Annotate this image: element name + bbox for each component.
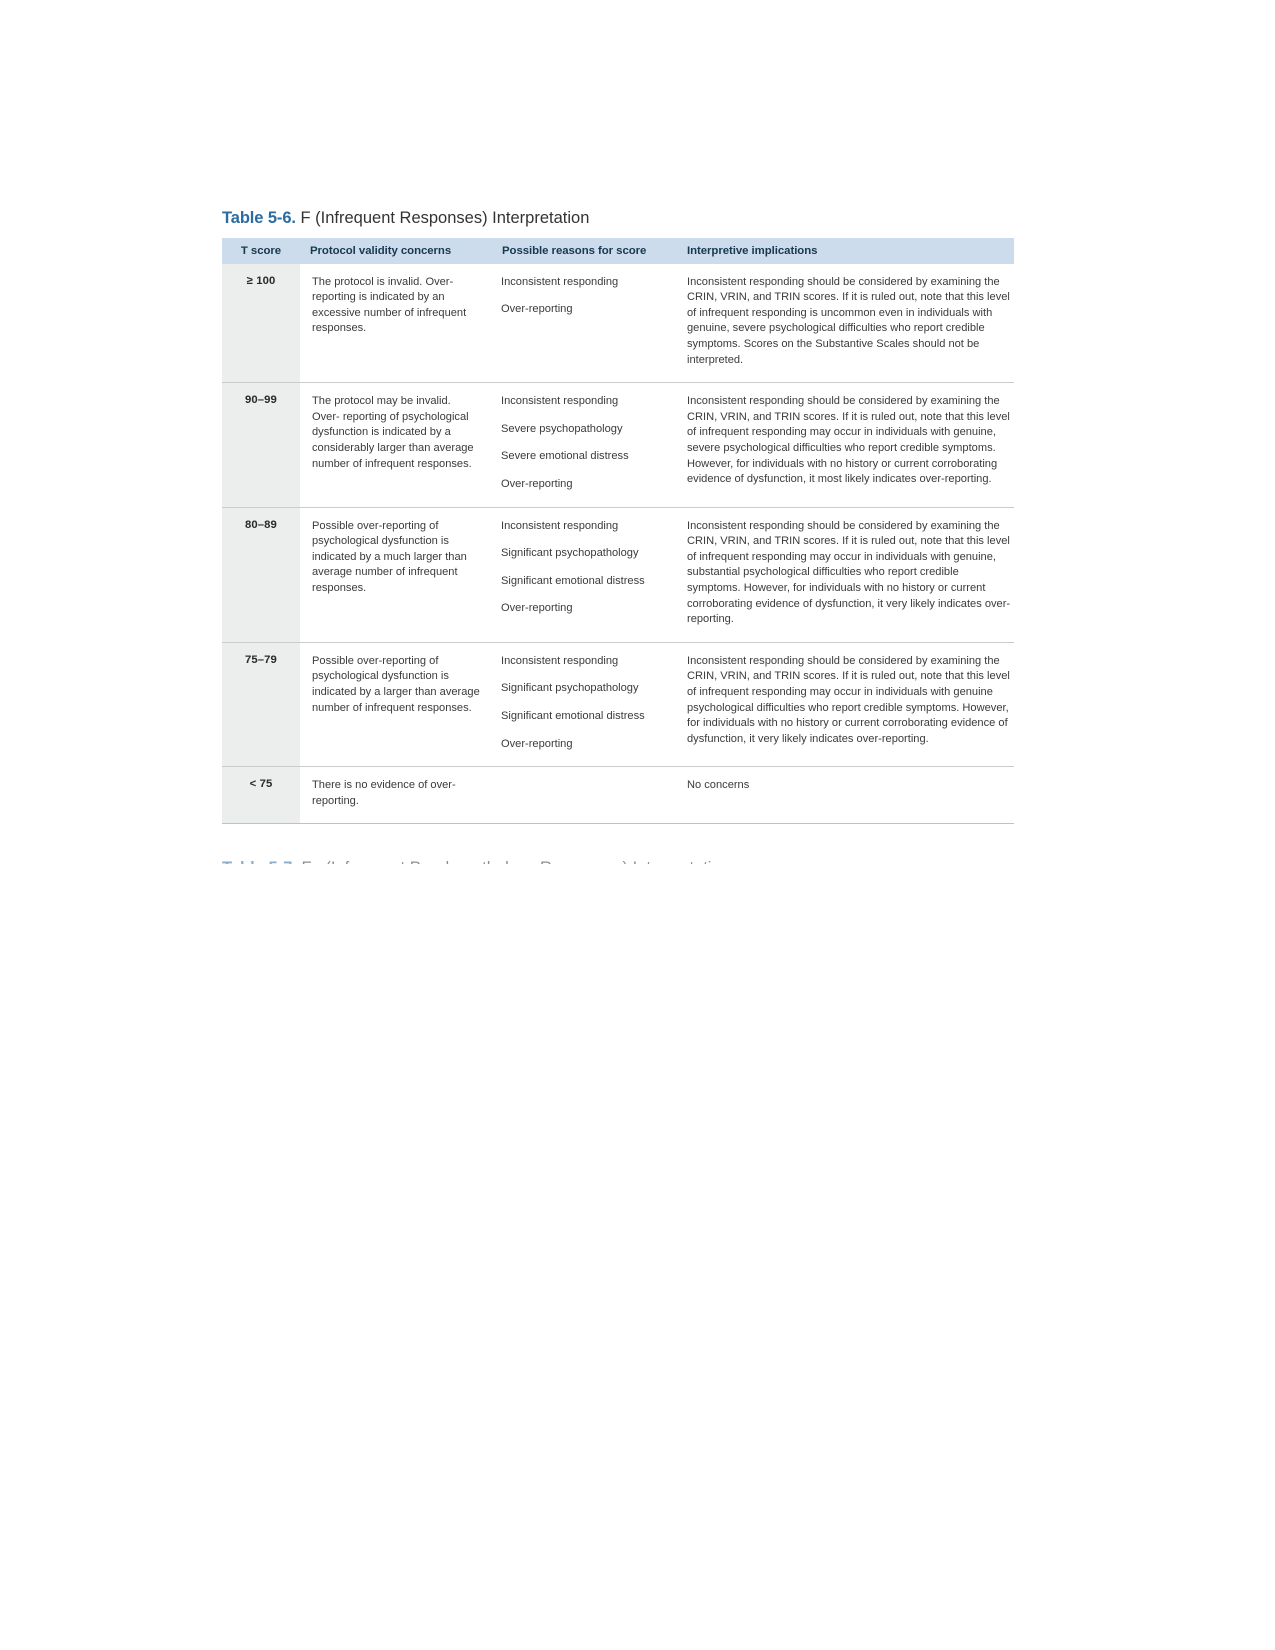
table-caption-label: Table 5-6.	[222, 209, 296, 227]
cell-protocol-validity-concerns	[300, 507, 492, 642]
column-header-protocol-validity-concerns: Protocol validity concerns	[310, 244, 452, 257]
reason-item: Over-reporting	[501, 477, 573, 490]
column-header-t-score: T score	[240, 244, 282, 257]
table-header-row	[222, 238, 1014, 264]
reason-item: Over-reporting	[501, 602, 573, 615]
implication-text: Inconsistent responding should be considered by examining the CRIN, VRIN, and TRIN scores. If it is ruled out, note that this level of infrequent responding may occur in individuals with genuine psychological difficulties who report credible symptoms. However, for individuals with no history or current corroborating evidence of dysfunction, it very likely indicates over-reporting.	[687, 654, 1010, 745]
reason-item: Inconsistent responding	[501, 395, 619, 408]
cell-possible-reasons	[492, 264, 677, 383]
reason-item: Significant emotional distress	[501, 574, 645, 587]
cell-protocol-validity-concerns	[300, 264, 492, 383]
table-row	[222, 383, 1014, 507]
implication-text: Inconsistent responding should be considered by examining the CRIN, VRIN, and TRIN scores. If it is ruled out, note that this level of infrequent responding may occur in individuals with genuine, severe psychological difficulties who report credible symptoms. However, for individuals with no history or current corroborating evidence of dysfunction, it most likely indicates over-reporting.	[687, 395, 1010, 486]
reason-item: Significant psychopathology	[501, 682, 639, 695]
table-caption	[222, 208, 1014, 229]
table-row	[222, 642, 1014, 766]
table-header	[222, 238, 1014, 264]
table-row	[222, 507, 1014, 642]
reason-item: Significant psychopathology	[501, 547, 639, 560]
reason-item: Significant emotional distress	[501, 709, 645, 722]
cell-t-score: < 75	[222, 767, 300, 824]
table-body	[222, 264, 1014, 824]
column-header-interpretive-implications: Interpretive implications	[687, 244, 818, 257]
reason-item: Severe psychopathology	[501, 422, 623, 435]
concern-text: The protocol may be invalid. Over- reporting of psychological dysfunction is indicated by a considerably larger than average number of infrequent responses.	[312, 395, 474, 470]
reason-item: Over-reporting	[501, 737, 573, 750]
implication-text: No concerns	[687, 779, 750, 792]
reason-item: Severe emotional distress	[501, 450, 629, 463]
concern-text: Possible over-reporting of psychological dysfunction is indicated by a much larger than average number of infrequent responses.	[312, 519, 467, 594]
concern-text: Possible over-reporting of psychological dysfunction is indicated by a larger than average number of infrequent responses.	[312, 654, 480, 714]
next-table-caption	[222, 858, 1014, 871]
f-infrequent-responses-table	[222, 238, 1014, 824]
implication-text: Inconsistent responding should be considered by examining the CRIN, VRIN, and TRIN scores. If it is ruled out, note that this level of infrequent responding is uncommon even in individuals with genuine, severe psychological difficulties who report credible symptoms. Scores on the Substantive Scales should not be interpreted.	[687, 275, 1010, 366]
cell-protocol-validity-concerns	[300, 767, 492, 824]
cell-possible-reasons	[492, 767, 677, 824]
cell-protocol-validity-concerns	[300, 642, 492, 766]
table-row	[222, 767, 1014, 824]
concern-text: The protocol is invalid. Over-reporting is indicated by an excessive number of infrequent responses.	[312, 275, 467, 335]
cell-protocol-validity-concerns	[300, 383, 492, 507]
concern-text: There is no evidence of over-reporting.	[312, 779, 456, 807]
column-header-possible-reasons: Possible reasons for score	[502, 244, 647, 257]
cell-interpretive-implications	[677, 383, 1014, 507]
cell-interpretive-implications	[677, 507, 1014, 642]
table-frame	[222, 238, 1014, 825]
cell-interpretive-implications	[677, 767, 1014, 824]
cell-t-score: 80–89	[222, 507, 300, 642]
reason-item: Inconsistent responding	[501, 275, 619, 288]
cell-possible-reasons	[492, 507, 677, 642]
reason-item: Over-reporting	[501, 303, 573, 316]
cell-t-score: 90–99	[222, 383, 300, 507]
table-row	[222, 264, 1014, 383]
cell-interpretive-implications	[677, 264, 1014, 383]
page-content	[222, 208, 1014, 871]
reason-item: Inconsistent responding	[501, 519, 619, 532]
cell-possible-reasons	[492, 383, 677, 507]
page-cutoff-mask	[222, 864, 1014, 871]
table-caption-title: F (Infrequent Responses) Interpretation	[300, 209, 590, 227]
cell-possible-reasons	[492, 642, 677, 766]
cell-t-score: 75–79	[222, 642, 300, 766]
cell-interpretive-implications	[677, 642, 1014, 766]
reason-item: Inconsistent responding	[501, 654, 619, 667]
cell-t-score: ≥ 100	[222, 264, 300, 383]
implication-text: Inconsistent responding should be considered by examining the CRIN, VRIN, and TRIN scores. If it is ruled out, note that this level of infrequent responding may occur in individuals with genuine, substantial psychological difficulties who report credible symptoms. However, for individuals with no history or current corroborating evidence of dysfunction, it very likely indicates over-reporting.	[687, 519, 1011, 626]
